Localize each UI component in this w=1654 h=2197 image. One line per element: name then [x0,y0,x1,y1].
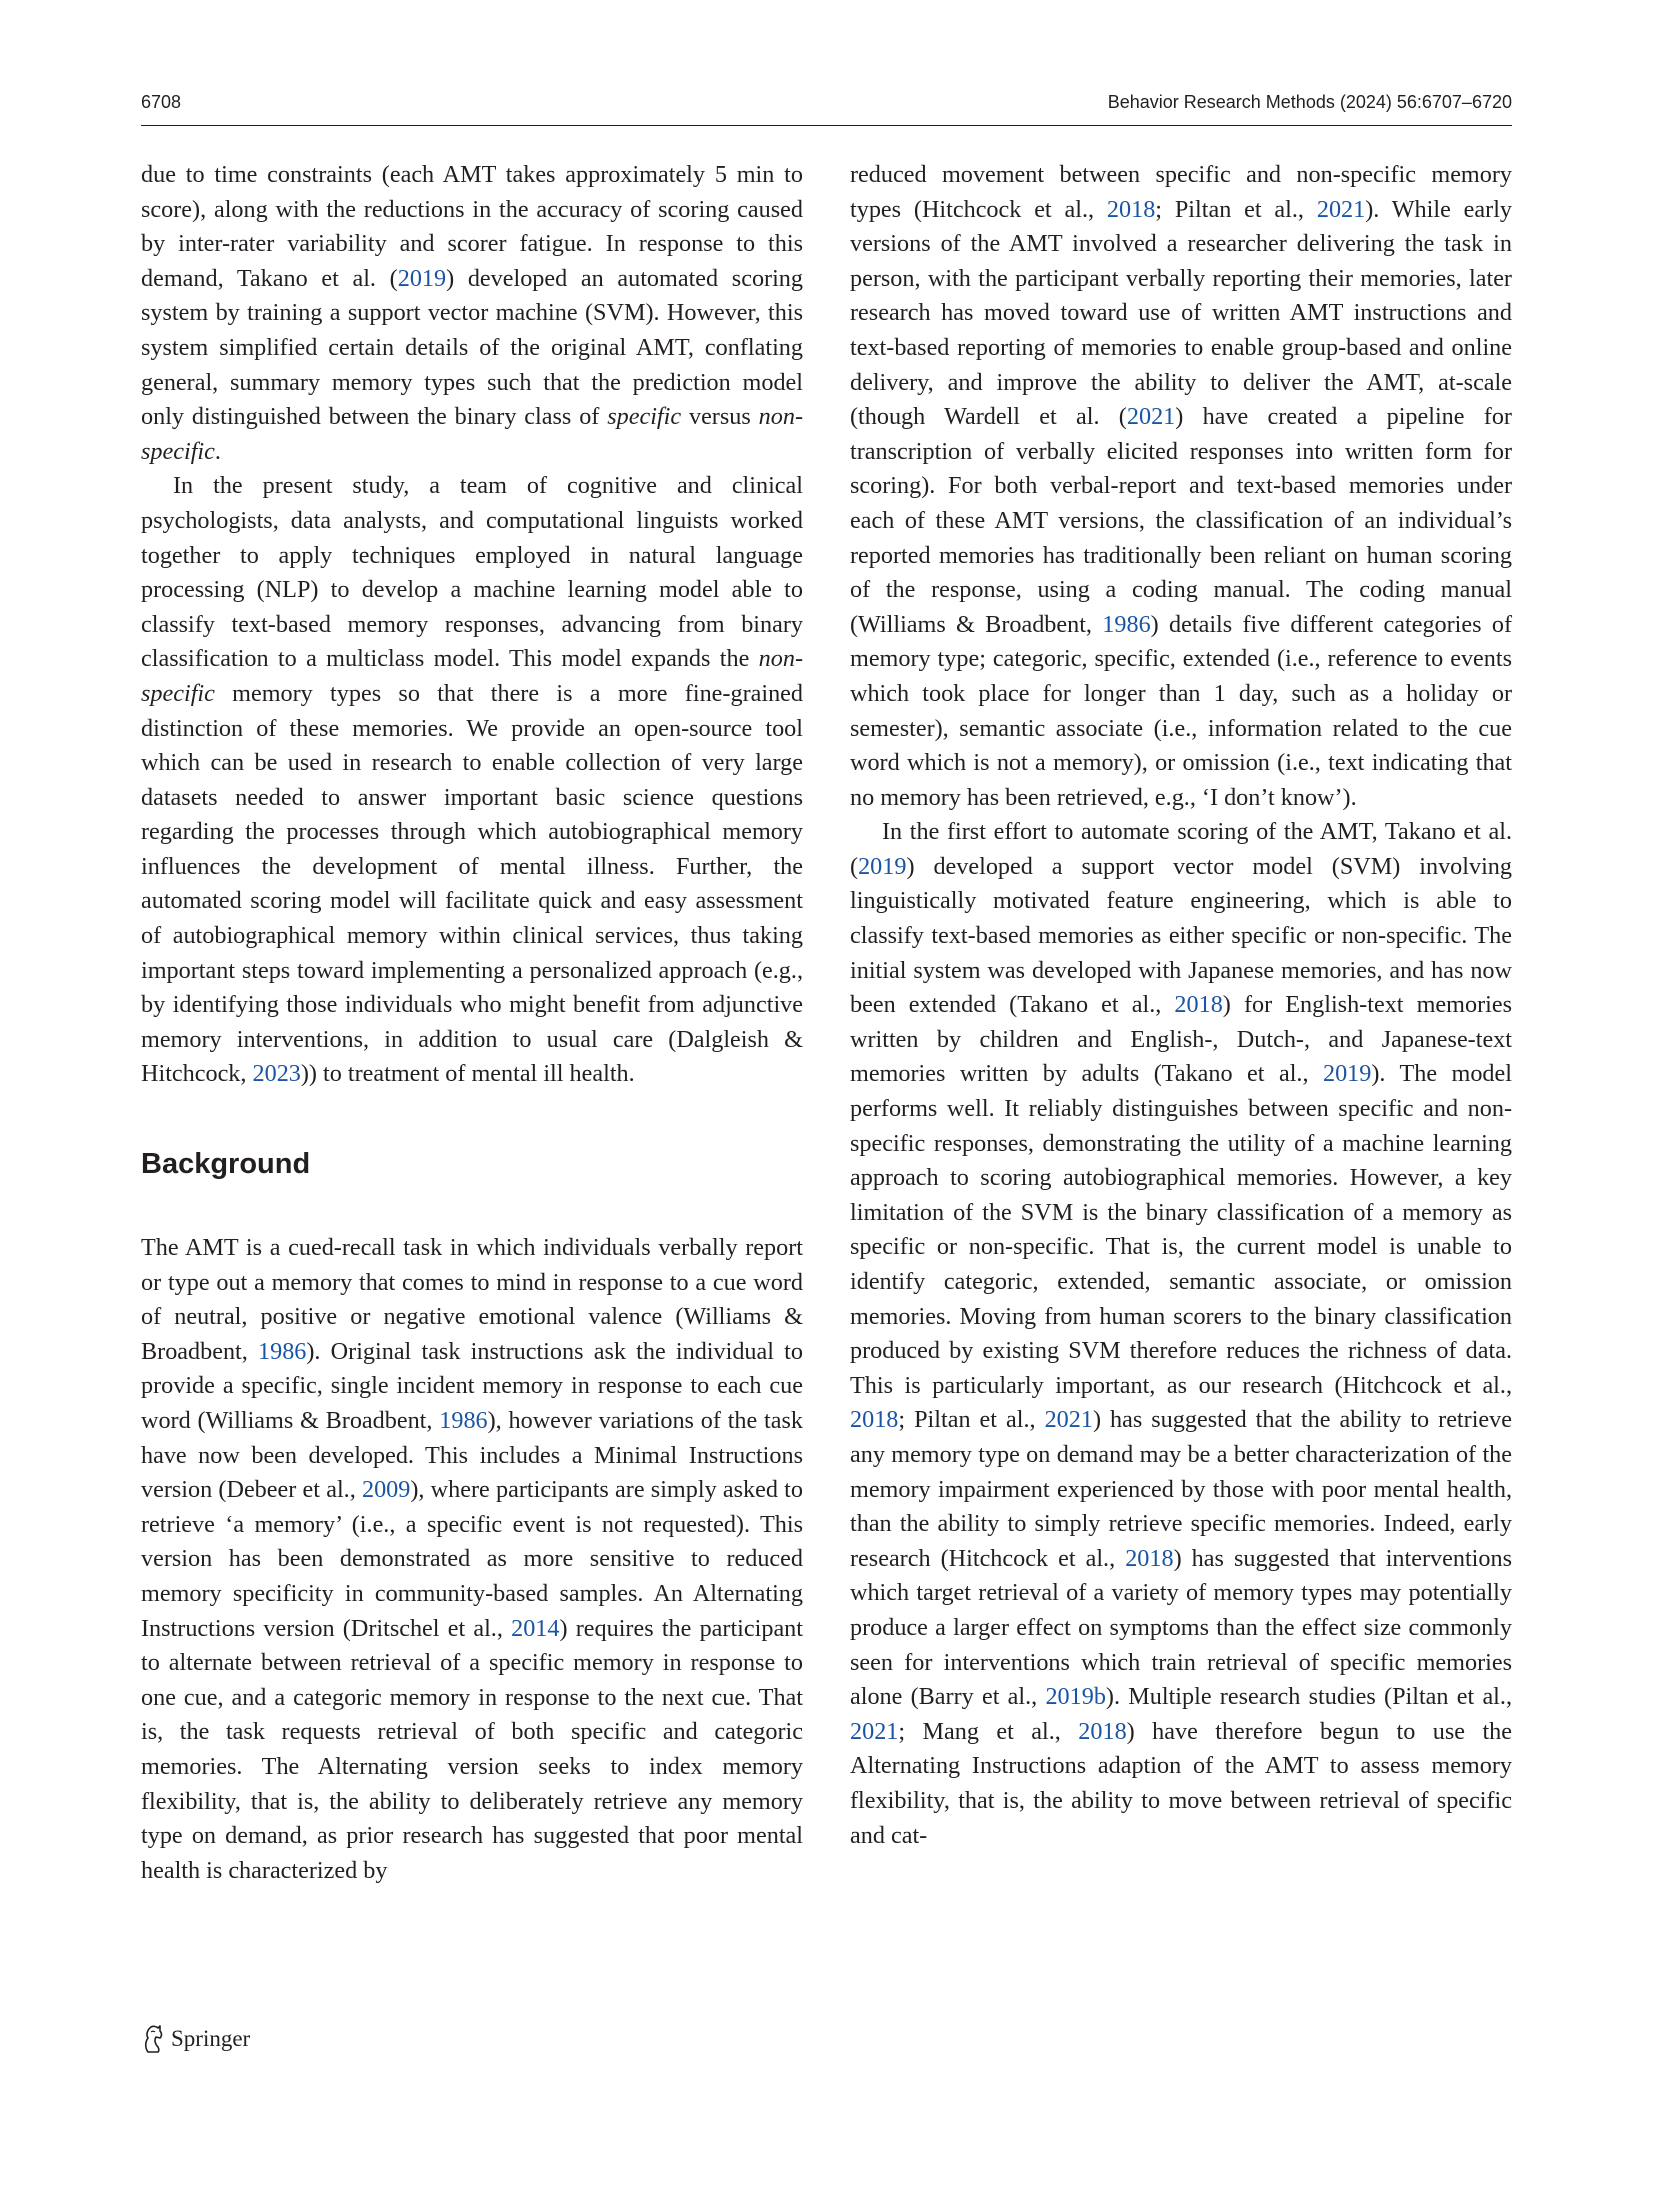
text: ). While early versions of the AMT involved a researcher delivering the task in person, with the participant verbally reporting their memories, later research has moved toward use of written AMT instructions and text-based reporting of memories to enable group-based and online delivery, and improve the ability to deliver the AMT, at-scale (though Wardell et al. ( [850,195,1513,431]
page-number: 6708 [141,92,182,112]
citation-link[interactable]: 2021 [1126,403,1176,431]
running-header [141,92,1512,120]
text: ). Multiple research studies (Piltan et al., [1105,1683,1512,1711]
citation-link[interactable]: 1986 [258,1337,307,1365]
text: reduced movement between specific and non-specific memory types (Hitchcock et al., [850,161,1512,223]
text: due to time constraints (each AMT takes approximately 5 min to score), along with the reductions in the accuracy of scoring caused by inter-rater variability and scorer fatigue. In response to this demand, Takano et al. ( [141,161,803,292]
text: )) to treatment of mental ill health. [300,1060,635,1088]
text: ), however variations of the task have now been developed. This includes a Minimal Instructions version (Debeer et al., [141,1407,803,1504]
text: ) for English-text memories written by children and English-, Dutch-, and Japanese-text memories written by adults (Takano et al., [850,991,1513,1088]
citation-link[interactable]: 2018 [1174,991,1223,1019]
publisher-name: Springer [171,2026,251,2051]
paragraph [850,815,1512,1853]
footer [141,2022,250,2056]
text: ) has suggested that interventions which target retrieval of a variety of memory types may potentially produce a larger effect on symptoms than the effect size commonly seen for interventions which train retrieval of specific memories alone (Barry et al., [850,1544,1513,1711]
paragraph [141,158,803,469]
section-spacer [141,1092,803,1147]
citation-link[interactable]: 2018 [1125,1544,1174,1572]
text: ; Piltan et al., [1155,195,1317,223]
text: ) details five different categories of memory type; categoric, specific, extended (i.e., reference to events which took place for longer than 1 day, such as a holiday or semester), semantic associate (i.e., information related to the cue word which is not a memory), or omission (i.e., text indicating that no memory has been retrieved, e.g., ‘I don’t know’). [850,610,1513,811]
emphasis: non-specific [141,645,803,707]
citation-link[interactable]: 2021 [1316,195,1366,223]
text: versus [681,403,759,431]
paragraph [141,469,803,1092]
text: ) have therefore begun to use the Alternating Instructions adaption of the AMT to assess memory flexibility, that is, the ability to move between retrieval of specific and cat- [850,1717,1512,1849]
paragraph [141,1231,803,1888]
citation-link[interactable]: 2018 [1106,195,1156,223]
citation-link[interactable]: 2023 [252,1060,301,1088]
citation-link[interactable]: 2021 [850,1717,899,1745]
text: In the present study, a team of cognitive and clinical psychologists, data analysts, and computational linguists worked together to apply techniques employed in natural language processing (NLP) to develop a machine learning model able to classify text-based memory responses, advancing from binary classification to a multiclass model. This model expands the [141,472,803,673]
citation-link[interactable]: 2014 [511,1614,560,1642]
citation-link[interactable]: 2019 [858,852,907,880]
text: ) have created a pipeline for transcription of verbally elicited responses into written form for scoring). For both verbal-report and text-based memories under each of these AMT versions, the classification of an individual’s reported memories has traditionally been reliant on human scoring of the response, using a coding manual. The coding manual (Williams & Broadbent, [850,403,1512,638]
journal-citation: Behavior Research Methods (2024) 56:6707–6720 [1107,92,1512,112]
emphasis: non-specific [141,403,803,465]
citation-link[interactable]: 2009 [361,1476,411,1504]
citation-link[interactable]: 1986 [439,1407,488,1434]
emphasis: specific [607,403,682,431]
springer-horse-icon [141,2024,165,2054]
text: ; Piltan et al., [898,1406,1045,1434]
citation-link[interactable]: 2018 [850,1406,899,1434]
text: ). The model performs well. It reliably distinguishes between specific and non-specific responses, demonstrating the utility of a machine learning approach to scoring autobiographical memories. However, a key limitation of the SVM is the binary classification of a memory as specific or non-specific. That is, the current model is unable to identify categoric, extended, semantic associate, or omission memories. Moving from human scorers to the binary classification produced by existing SVM therefore reduces the richness of data. This is particularly important, as our research (Hitchcock et al., [850,1060,1512,1399]
paragraph [850,158,1512,815]
section-heading: Background [141,1148,311,1181]
text: ) developed an automated scoring system by training a support vector machine (SVM). However, this system simplified certain details of the original AMT, conflating general, summary memory types such that the prediction model only distinguished between the binary class of [141,264,803,431]
citation-link[interactable]: 2021 [1044,1406,1093,1434]
citation-link[interactable]: 2018 [1078,1717,1127,1745]
text: . [214,437,221,465]
text: ) requires the participant to alternate between retrieval of a specific memory in response to one cue, and a categoric memory in response to the next cue. That is, the task requests retrieval of both specific and categoric memories. The Alternating version seeks to index memory flexibility, that is, the ability to deliberately retrieve any memory type on demand, as prior research has suggested that poor mental health is characterized by [141,1614,803,1884]
text: ) developed a support vector model (SVM) involving linguistically motivated feature engineering, which is able to classify text-based memories as either specific or non-specific. The initial system was developed with Japanese memories, and has now been extended (Takano et al., [850,852,1512,1019]
text: The AMT is a cued-recall task in which individuals verbally report or type out a memory that comes to mind in response to a cue word of neutral, positive or negative emotional valence (Williams & Broadbent, [141,1234,803,1365]
text: ). Original task instructions ask the individual to provide a specific, single incident memory in response to each cue word (Williams & Broadbent, [141,1337,803,1434]
text: ), where participants are simply asked to retrieve ‘a memory’ (i.e., a specific event is not requested). This version has been demonstrated as more sensitive to reduced memory specificity in community-based samples. An Alternating Instructions version (Dritschel et al., [141,1476,803,1642]
citation-link[interactable]: 2019 [397,264,447,292]
citation-link[interactable]: 2019b [1045,1683,1106,1711]
citation-link[interactable]: 2019 [1322,1060,1372,1088]
text: memory types so that there is a more fine-grained distinction of these memories. We provide an open-source tool which can be used in research to enable collection of very large datasets needed to answer important basic science questions regarding the processes through which autobiographical memory influences the development of mental illness. Further, the automated scoring model will facilitate quick and easy assessment of autobiographical memory within clinical services, thus taking important steps toward implementing a personalized approach (e.g., by identifying those individuals who might benefit from adjunctive memory interventions, in addition to usual care (Dalgleish & Hitchcock, [141,679,803,1088]
citation-link[interactable]: 1986 [1102,610,1151,638]
right-column [850,158,1512,1853]
left-column [141,158,803,1888]
text: ) has suggested that the ability to retrieve any memory type on demand may be a better characterization of the memory impairment experienced by those with poor mental health, than the ability to simply retrieve specific memories. Indeed, early research (Hitchcock et al., [850,1406,1512,1572]
text: ; Mang et al., [898,1717,1079,1745]
header-rule [141,125,1512,126]
text: In the first effort to automate scoring of the AMT, Takano et al. ( [850,818,1512,880]
